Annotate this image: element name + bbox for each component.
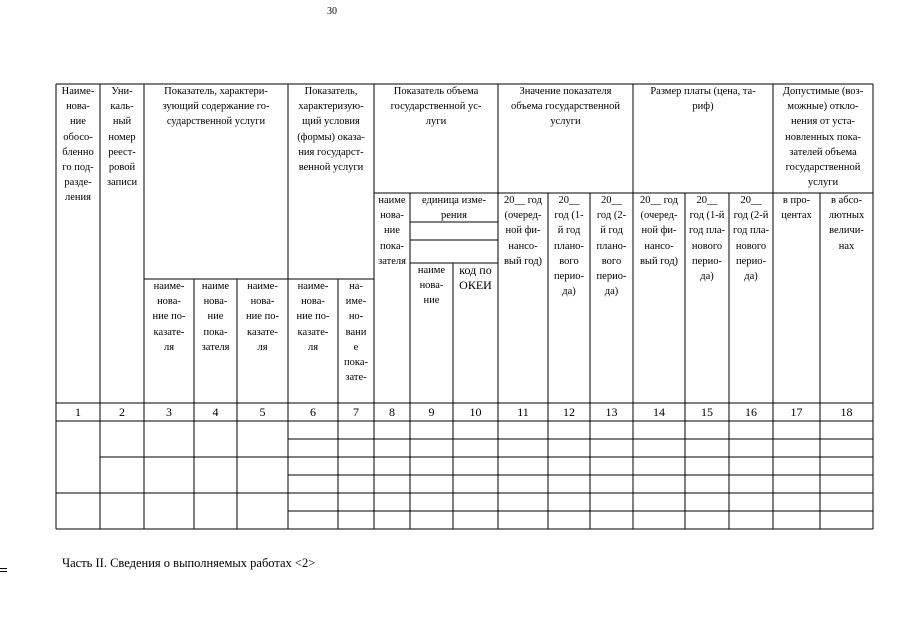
column-number: 6 bbox=[310, 405, 316, 419]
header-fee-group: Размер платы (цена, та- риф) bbox=[650, 86, 756, 113]
column-number: 9 bbox=[428, 405, 435, 419]
header-unit-okei-code: код по ОКЕИ bbox=[459, 263, 492, 293]
header-content-indicator-group: Показатель, характери- зующий содержание го- сударственной услуги bbox=[162, 86, 270, 128]
header-conditions-indicator-group: Показатель, характеризую- щий условия (формы) оказа- ния государст- венной услуги bbox=[297, 86, 365, 174]
header-fee-year-0: 20__ год (очеред- ной фи- нансо- вый год) bbox=[639, 195, 679, 267]
header-unit-group: единица изме- рения bbox=[421, 195, 487, 222]
header-volume-value-group: Значение показателя объема государственной услуги bbox=[510, 86, 621, 128]
header-unit-name: наиме нова- ние bbox=[417, 265, 446, 307]
margin-mark bbox=[0, 571, 7, 572]
header-deviation-group: Допустимые (воз- можные) отклo- нения от уста- новленных пока- зателей объема государственной услуги bbox=[782, 86, 864, 189]
header-fee-year-2: 20__ год (2-й год пла- нового перио- да) bbox=[733, 195, 769, 283]
column-number: 16 bbox=[745, 405, 757, 419]
column-number: 11 bbox=[517, 405, 529, 419]
header-deviation-percent: в про- центах bbox=[781, 195, 812, 222]
column-number: 13 bbox=[605, 405, 618, 419]
column-number: 12 bbox=[563, 405, 575, 419]
column-number: 4 bbox=[212, 405, 219, 419]
header-subdivision-name: Наиме- нова- ние обосо- бленно го под- разде- ления bbox=[61, 86, 95, 204]
header-content-indicator-1: наиме- нова- ние по- казате- ля bbox=[152, 281, 186, 353]
column-number: 3 bbox=[166, 405, 172, 419]
column-number: 5 bbox=[259, 405, 266, 419]
column-number: 14 bbox=[653, 405, 665, 419]
header-registry-number: Уни- каль- ный номер реест- ровой записи bbox=[106, 86, 138, 189]
column-number: 8 bbox=[389, 405, 395, 419]
column-number: 17 bbox=[790, 405, 803, 419]
column-number: 7 bbox=[353, 405, 359, 419]
header-volume-year-0: 20__ год (очеред- ной фи- нансо- вый год) bbox=[503, 195, 543, 267]
margin-mark bbox=[0, 568, 7, 569]
header-conditions-indicator-1: наиме- нова- ние по- казате- ля bbox=[296, 281, 330, 353]
column-number: 10 bbox=[469, 405, 482, 419]
header-content-indicator-3: наиме- нова- ние по- казате- ля bbox=[246, 281, 279, 353]
section-title: Часть II. Сведения о выполняемых работах <2> bbox=[62, 556, 316, 570]
column-number: 18 bbox=[840, 405, 853, 419]
header-volume-indicator-name: наиме нова- ние пока- зателя bbox=[378, 195, 406, 267]
header-volume-year-1: 20__ год (1- й год плано- вого перио- да) bbox=[554, 195, 584, 298]
header-volume-year-2: 20__ год (2- й год плано- вого перио- да) bbox=[596, 195, 627, 298]
column-number: 15 bbox=[701, 405, 713, 419]
header-deviation-absolute: в абсо- лютных величи- нах bbox=[828, 195, 865, 252]
header-content-indicator-2: наиме нова- ние пока- зателя bbox=[201, 281, 230, 353]
page-number: 30 bbox=[327, 6, 337, 17]
column-number: 1 bbox=[75, 405, 81, 419]
column-number: 2 bbox=[119, 405, 125, 419]
header-fee-year-1: 20__ год (1-й год пла- нового перио- да) bbox=[689, 195, 725, 283]
header-conditions-indicator-2: на- име- но- вани е пока- зате- bbox=[344, 281, 368, 384]
header-volume-indicator-group: Показатель объема государственной ус- луги bbox=[390, 86, 482, 128]
